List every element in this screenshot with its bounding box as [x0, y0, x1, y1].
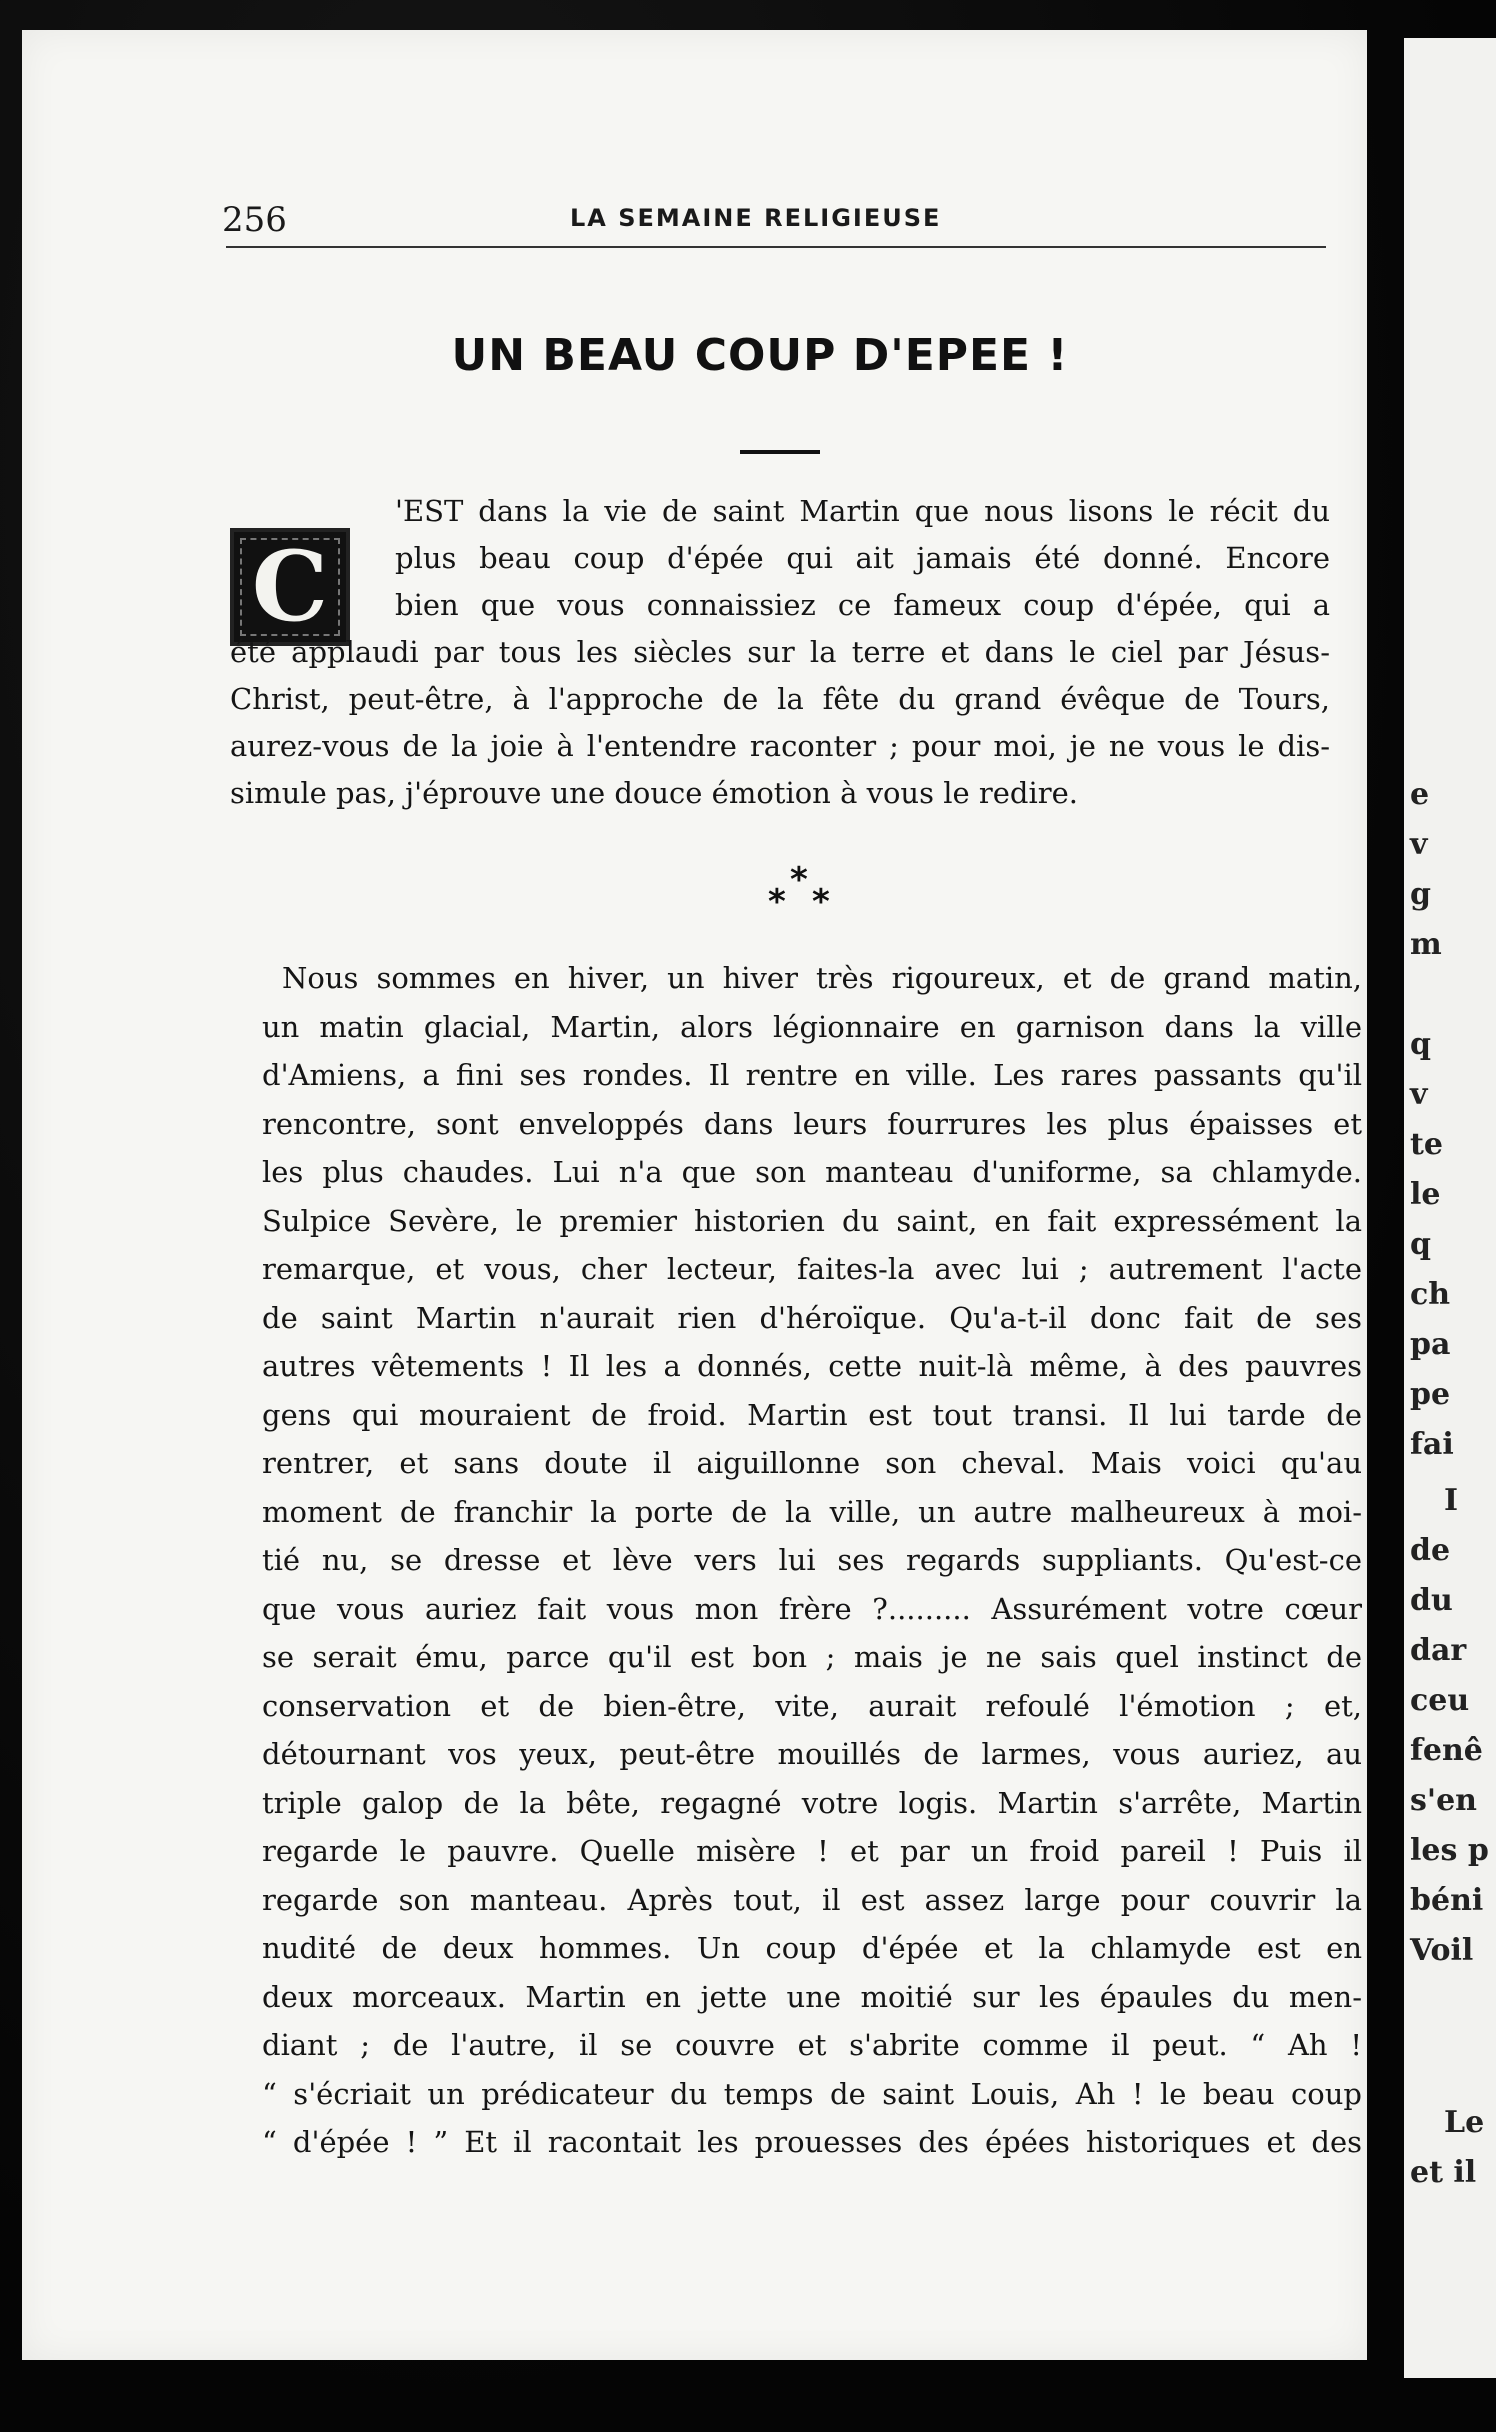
text-line: tié nu, se dresse et lève vers lui ses regards suppliants. Qu'est-ce [262, 1543, 1362, 1577]
text-line: été applaudi par tous les siècles sur la terre et dans le ciel par Jésus- [230, 635, 1330, 669]
text-line: “ s'écriait un prédicateur du temps de saint Louis, Ah ! le beau coup [262, 2076, 1362, 2111]
text-line: “ d'épée ! ” Et il racontait les prouesses des épées historiques et des [262, 2125, 1362, 2159]
facing-page-fragment: m [1410, 927, 1442, 962]
facing-page-fragment: dar [1410, 1633, 1467, 1668]
asterism-icon: * [768, 882, 786, 922]
text-line: aurez-vous de la joie à l'entendre raconter ; pour moi, je ne vous le dis- [230, 729, 1330, 763]
section-break-asterism [760, 860, 850, 930]
text-line: regarde son manteau. Après tout, il est assez large pour couvrir la [262, 1882, 1362, 1917]
asterism-icon: * [790, 860, 808, 900]
text-line: les plus chaudes. Lui n'a que son manteau d'uniforme, sa chlamyde. [262, 1155, 1362, 1189]
facing-page-fragment: et il [1410, 2155, 1477, 2190]
facing-page-fragment: Le [1444, 2105, 1485, 2140]
facing-page-fragment: ceu [1410, 1683, 1470, 1718]
text-line: plus beau coup d'épée qui ait jamais été donné. Encore [395, 541, 1330, 575]
text-line: 'EST dans la vie de saint Martin que nous lisons le récit du [395, 494, 1330, 528]
text-line: rentrer, et sans doute il aiguillonne son cheval. Mais voici qu'au [262, 1446, 1362, 1480]
text-line: de saint Martin n'aurait rien d'héroïque. Qu'a-t-il donc fait de ses [262, 1300, 1362, 1335]
text-line: autres vêtements ! Il les a donnés, cette nuit-là même, à des pauvres [262, 1349, 1362, 1383]
text-line: conservation et de bien-être, vite, aurait refoulé l'émotion ; et, [262, 1688, 1362, 1723]
text-line: moment de franchir la porte de la ville, un autre malheureux à moi- [262, 1494, 1362, 1529]
text-line: bien que vous connaissiez ce fameux coup d'épée, qui a [395, 588, 1330, 622]
text-line: deux morceaux. Martin en jette une moitié sur les épaules du men- [262, 1979, 1362, 2014]
facing-page-fragment: béni [1410, 1883, 1484, 1918]
text-line: nudité de deux hommes. Un coup d'épée et la chlamyde est en [262, 1931, 1362, 1965]
facing-page-fragment: s'en [1410, 1783, 1477, 1818]
facing-page-fragment: q [1410, 1027, 1431, 1062]
facing-page-fragment: te [1410, 1127, 1443, 1162]
facing-page-fragment: les p [1410, 1833, 1489, 1868]
facing-page-fragment: pa [1410, 1327, 1451, 1362]
facing-page-fragment: le [1410, 1177, 1441, 1212]
asterism-icon: * [812, 882, 830, 922]
facing-page-fragment: I [1444, 1483, 1459, 1518]
text-line: un matin glacial, Martin, alors légionnaire en garnison dans la ville [262, 1009, 1362, 1044]
facing-page-fragment: e [1410, 777, 1430, 812]
running-head: LA SEMAINE RELIGIEUSE [570, 204, 942, 232]
text-line: Christ, peut-être, à l'approche de la fête du grand évêque de Tours, [230, 682, 1330, 716]
facing-page-fragment: q [1410, 1227, 1431, 1262]
text-line: rencontre, sont enveloppés dans leurs fourrures les plus épaisses et [262, 1106, 1362, 1141]
facing-page-fragment: fenê [1410, 1733, 1483, 1768]
text-line: triple galop de la bête, regagné votre logis. Martin s'arrête, Martin [262, 1785, 1362, 1820]
main-paragraph [262, 955, 1362, 2168]
text-line: se serait ému, parce qu'il est bon ; mais je ne sais quel instinct de [262, 1640, 1362, 1674]
facing-page-fragment: ch [1410, 1277, 1451, 1312]
intro-full-lines [230, 629, 1330, 817]
page-number: 256 [222, 200, 287, 240]
text-line: remarque, et vous, cher lecteur, faites-la avec lui ; autrement l'acte [262, 1252, 1362, 1286]
page-header-content [0, 0, 1496, 300]
text-line: gens qui mouraient de froid. Martin est tout transi. Il lui tarde de [262, 1397, 1362, 1432]
title-rule [740, 450, 820, 454]
text-line: diant ; de l'autre, il se couvre et s'abrite comme il peut. “ Ah ! [262, 2028, 1362, 2062]
facing-page-fragment: du [1410, 1583, 1453, 1618]
text-line: regarde le pauvre. Quelle misère ! et par un froid pareil ! Puis il [262, 1834, 1362, 1868]
facing-page-fragment: fai [1410, 1427, 1454, 1462]
facing-page-fragment: de [1410, 1533, 1451, 1568]
text-line: d'Amiens, a fini ses rondes. Il rentre en ville. Les rares passants qu'il [262, 1058, 1362, 1092]
drop-cap-letter: C [251, 530, 329, 643]
text-line: Sulpice Sevère, le premier historien du saint, en fait expressément la [262, 1203, 1362, 1238]
facing-page-fragment: Voil [1410, 1933, 1474, 1968]
facing-page-fragment: v [1410, 1077, 1428, 1112]
text-line: que vous auriez fait vous mon frère ?......... Assurément votre cœur [262, 1591, 1362, 1626]
header-rule [226, 246, 1326, 248]
facing-page-edge [1404, 38, 1496, 2378]
facing-page-fragment: v [1410, 827, 1428, 862]
article-title: UN BEAU COUP D'EPEE ! [451, 330, 1069, 381]
facing-page-fragment: g [1410, 877, 1431, 912]
intro-indented-lines [395, 488, 1330, 629]
facing-page-fragment: pe [1410, 1377, 1451, 1412]
text-line: Nous sommes en hiver, un hiver très rigoureux, et de grand matin, [282, 961, 1362, 995]
text-line: simule pas, j'éprouve une douce émotion à vous le redire. [230, 776, 1078, 810]
text-line: détournant vos yeux, peut-être mouillés de larmes, vous auriez, au [262, 1737, 1362, 1771]
